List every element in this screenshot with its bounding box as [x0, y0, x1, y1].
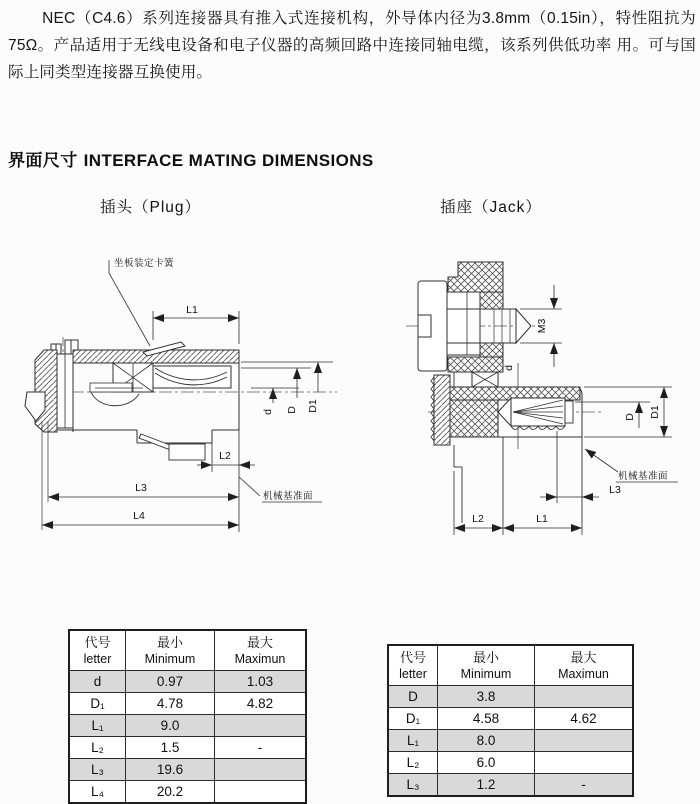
table-row: L₁ 8.0	[388, 730, 633, 752]
intro-paragraph: NEC（C4.6）系列连接器具有推入式连接机构，外导体内径为3.8mm（0.15in），特性阻抗为75Ω。产品适用于无线电设备和电子仪器的高频回路中连接同轴电缆，该系列供低功率 用。可与国际上同类型连接器互换使用。	[8, 10, 696, 81]
table-row: d 0.97 1.03	[69, 671, 306, 693]
table-row: L₄ 20.2	[69, 781, 306, 804]
plug-dim-D: D	[286, 406, 298, 414]
header-letter: 代号 letter	[69, 630, 126, 671]
plug-dim-d: d	[262, 409, 274, 415]
jack-dim-L1: L1	[536, 513, 548, 525]
table-row: L₃ 19.6	[69, 759, 306, 781]
jack-dim-L2: L2	[472, 513, 484, 525]
table-row: D₁ 4.58 4.62	[388, 708, 633, 730]
plug-cross-section-drawing	[15, 240, 355, 540]
table-header-row	[388, 645, 633, 686]
plug-title: 插头（Plug）	[100, 199, 202, 216]
header-minimum: 最小 Minimum	[126, 630, 215, 671]
table-row: D₁ 4.78 4.82	[69, 693, 306, 715]
jack-dim-D: D	[624, 413, 636, 421]
table-header-row	[69, 630, 306, 671]
plug-dimension-table	[68, 629, 307, 804]
header-maximum: 最大 Maximun	[535, 645, 634, 686]
jack-cross-section-drawing	[370, 235, 700, 545]
header-minimum: 最小 Minimum	[438, 645, 535, 686]
jack-dim-D1: D1	[649, 405, 661, 419]
plug-dim-L4: L4	[133, 510, 145, 522]
table-row: L₂ 1.5 -	[69, 737, 306, 759]
section-heading-zh: 界面尺寸	[8, 151, 78, 170]
jack-datum-callout: 机械基准面	[618, 471, 669, 482]
header-maximum: 最大 Maximun	[215, 630, 307, 671]
jack-dim-M3: M3	[536, 318, 548, 334]
plug-dim-D1: D1	[307, 399, 319, 413]
table-row: L₂ 6.0	[388, 752, 633, 774]
section-heading	[8, 146, 374, 171]
section-heading-en: INTERFACE MATING DIMENSIONS	[83, 151, 374, 170]
table-row: L₃ 1.2 -	[388, 774, 633, 797]
plug-datum-callout: 机械基准面	[263, 491, 314, 502]
plug-dim-L3: L3	[135, 482, 147, 494]
plug-dim-L2: L2	[219, 450, 231, 462]
plug-clip-callout: 坐板装定卡簧	[114, 258, 175, 269]
jack-dim-d: d	[503, 365, 515, 371]
jack-dimension-table	[387, 644, 634, 797]
header-letter: 代号 letter	[388, 645, 438, 686]
jack-dim-L3: L3	[609, 484, 621, 496]
table-row: L₁ 9.0	[69, 715, 306, 737]
plug-dim-L1: L1	[186, 304, 198, 316]
table-row: D 3.8	[388, 686, 633, 708]
jack-title: 插座（Jack）	[440, 199, 542, 216]
